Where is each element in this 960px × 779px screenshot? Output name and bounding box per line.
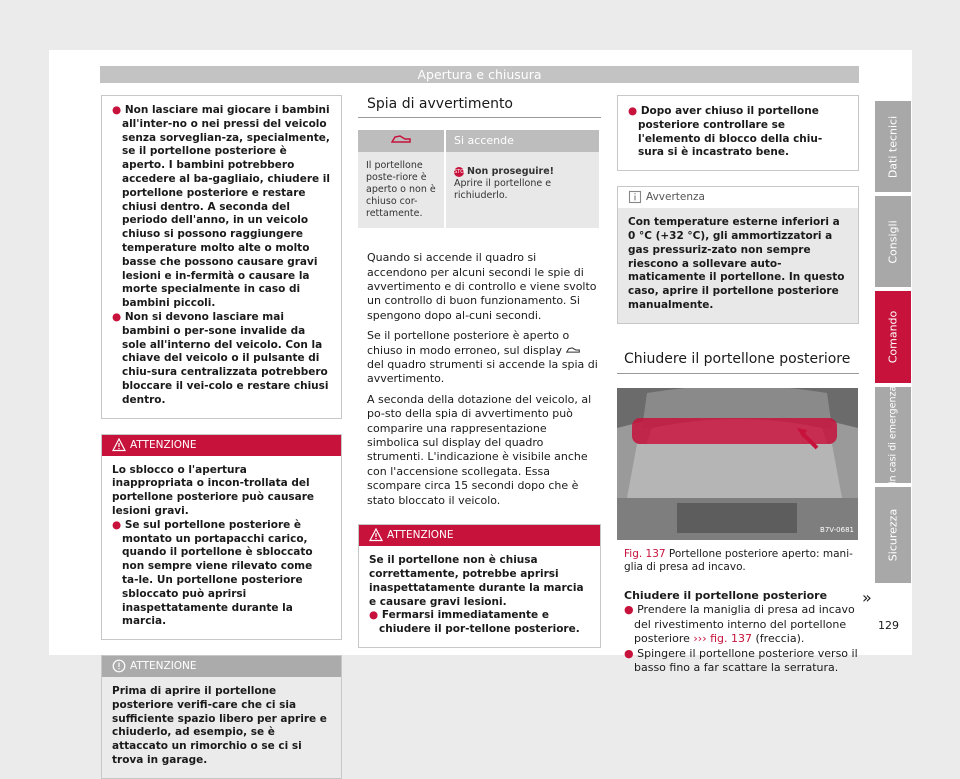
caution-header [102, 656, 341, 677]
list-item: ● Prendere la maniglia di presa ad incavo del rivestimento interno del portellone posteriore ››› fig. 137 (freccia). [624, 603, 855, 646]
section-header: Apertura e chiusura [100, 66, 859, 83]
middle-column [358, 97, 601, 648]
list-item: ● Non lasciare mai giocare i bambini all'inter-no o nei pressi del veicolo senza sorveglian-za, specialmente, se il portellone posteriore è aperto. I bambini potrebbero accedere al ba-gagliaio, chiudere il portellone posteriore e restare chiusi dentro. A seconda del periodo dell'anno, in un veicolo chiuso si possono raggiungere temperature molto alte o molto basse che possono causare gravi lesioni e in-fermità o causare la morte specialmente in caso di bambini piccoli. [112, 104, 330, 310]
subheading: Chiudere il portellone posteriore [624, 588, 828, 602]
figure-label: Fig. 137 [624, 547, 666, 560]
left-column [101, 95, 342, 779]
tab-label: Sicurezza [886, 508, 900, 562]
step-text: Prendere la maniglia di presa ad incavo del rivestimento interno del portellone posteriore [634, 603, 855, 646]
heading-text: Spia di avvertimento [367, 96, 513, 112]
warning-light-table [358, 130, 599, 228]
stop-icon: STOP [454, 168, 468, 175]
continue-mark: » [862, 588, 872, 607]
steps [617, 589, 859, 675]
bullet-text: Non si devono lasciare mai bambini o per-sone invalide da sole all'interno del veicolo. Con la chiave del veicolo o il pulsante di chiu-sura centralizzata potrebbero bloccare il vei-colo e restare chiusi dentro. [122, 310, 329, 406]
tab-consigli[interactable] [875, 196, 911, 287]
step-text: Spingere il portellone posteriore verso il basso fino a far scattare la serratura. [634, 646, 858, 674]
body-text [358, 251, 601, 508]
paragraph-part: del quadro strumenti si accende la spia di avvertimento. [367, 358, 598, 386]
tailgate-open-icon [566, 346, 580, 354]
figure-link[interactable]: fig. 137 [710, 632, 752, 646]
warning-icon [369, 528, 383, 542]
tailgate-figure [617, 388, 858, 540]
tailgate-illustration [617, 388, 858, 540]
list-item: ● Non si devono lasciare mai bambini o per-sone invalide da sole all'interno del veicolo. Con la chiave del veicolo o il pulsante di chiu-sura centralizzata potrebbero bloccare il vei-colo e restare chiusi dentro. [112, 310, 329, 406]
caution-box [101, 655, 342, 779]
caution-text: Prima di aprire il portellone posteriore verifi-care che ci sia sufficiente spazio libero per aprire e chiuderlo, ad esempio, se è attaccato un rimorchio o se ci si trova in garage. [112, 685, 327, 767]
safety-bullets-box [101, 95, 342, 419]
figure-caption [617, 548, 859, 574]
figure-caption-text: Portellone posteriore aperto: mani-glia di presa ad incavo. [624, 547, 853, 573]
step-text: (freccia). [755, 632, 805, 646]
table-header-icon [358, 130, 445, 152]
right-column [617, 95, 859, 675]
page-number: 129 [878, 619, 899, 632]
tab-label: Comando [886, 310, 900, 364]
heading-text: Chiudere il portellone posteriore [624, 350, 851, 367]
paragraph: Quando si accende il quadro si accendono per alcuni secondi le spie di avvertimento e di controllo e viene svolto un controllo di buon funzionamento. Si spengono dopo al-cuni secondi. [367, 251, 597, 322]
table-header-label: Si accende [454, 134, 514, 148]
caution-icon [112, 659, 126, 673]
bullet-text: Dopo aver chiuso il portellone posteriore controllare se l'elemento di blocco della chiu-sura si è incastrato bene. [638, 105, 823, 159]
warning-icon [112, 438, 126, 452]
warning-title: ATTENZIONE [130, 438, 197, 451]
info-icon [628, 190, 642, 204]
tab-in-casi-di-emergenza[interactable] [875, 387, 911, 483]
note-header [618, 187, 858, 208]
note-title: Avvertenza [646, 191, 705, 204]
tab-sicurezza[interactable] [875, 487, 911, 583]
warning-bullet: Fermarsi immediatamente e chiudere il por-tellone posteriore. [379, 609, 580, 636]
image-code: B7V-0681 [820, 525, 854, 534]
table-cell-condition: Il portellone poste-riore è aperto o non è chiuso cor-rettamente. [358, 152, 445, 228]
note-text: Con temperature esterne inferiori a 0 °C (+32 °C), gli ammortizzatori a gas pressuriz-zato non sempre riescono a sollevare auto-maticamente il portellone. In questo caso, aprire il portellone posteriore manualmente. [618, 208, 858, 323]
list-item: ● Se sul portellone posteriore è montato un portapacchi carico, quando il portellone è sbloccato non sempre viene rilevato come ta-le. Un portellone posteriore sbloccato può aprirsi inaspettatamente durante la marcia. [112, 518, 313, 628]
warning-text: Se il portellone non è chiusa correttamente, potrebbe aprirsi inaspettatamente durante la marcia e causare gravi lesioni. [369, 554, 584, 608]
action-bold: Non proseguire! [467, 166, 554, 178]
bullet-text: Non lasciare mai giocare i bambini all'inter-no o nei pressi del veicolo senza sorveglian-za, specialmente, se il portellone posteriore è aperto. I bambini potrebbero accedere al ba-gagliaio, chiudere il portellone posteriore e restare chiusi dentro. A seconda del periodo dell'anno, in un veicolo chiuso si possono raggiungere temperature molto alte o molto basse che possono causare gravi lesioni e in-fermità o causare la morte specialmente in caso di bambini piccoli. [122, 104, 330, 310]
action-text: Aprire il portellone e richiuderlo. [454, 178, 552, 202]
warning-header [102, 435, 341, 456]
warning-box [358, 524, 601, 648]
tab-dati-tecnici[interactable] [875, 101, 911, 192]
caution-title: ATTENZIONE [130, 660, 197, 673]
warning-header [359, 525, 600, 546]
section-heading [617, 352, 859, 374]
list-item: ● Dopo aver chiuso il portellone posteriore controllare se l'elemento di blocco della chiu-sura si è incastrato bene. [628, 105, 823, 159]
note-box [617, 186, 859, 324]
tab-label: Dati tecnici [886, 115, 900, 178]
paragraph: A seconda della dotazione del veicolo, al po-sto della spia di avvertimento può comparire una rappresentazione simbolica sul display del quadro strumenti. L'indicazione è visibile anche con l'accensione scollegata. Essa scompare circa 15 secondi dopo che è stato bloccato il veicolo. [367, 392, 592, 507]
paragraph-part: Se il portellone posteriore è aperto o chiuso in modo erroneo, sul display [367, 329, 570, 357]
tab-label: Consigli [886, 219, 900, 264]
list-item: ● Fermarsi immediatamente e chiudere il por-tellone posteriore. [369, 609, 580, 636]
warning-title: ATTENZIONE [387, 529, 454, 542]
bullet-box [617, 95, 859, 171]
warning-box [101, 434, 342, 641]
tab-comando[interactable] [875, 291, 911, 383]
tailgate-open-icon [391, 134, 411, 144]
table-cell-action [445, 152, 599, 228]
section-heading [358, 97, 601, 118]
ref-arrows: ››› [693, 632, 707, 646]
paragraph [367, 329, 599, 387]
warning-text: Lo sblocco o l'apertura inappropriata o incon-trollata del portellone posteriore può causare lesioni gravi. [112, 463, 315, 517]
tab-label: In casi di emergenza [887, 385, 899, 485]
list-item: ● Spingere il portellone posteriore verso il basso fino a far scattare la serratura. [624, 646, 858, 674]
warning-bullet: Se sul portellone posteriore è montato un portapacchi carico, quando il portellone è sbloccato non sempre viene rilevato come ta-le. Un portellone posteriore sbloccato può aprirsi inaspettatamente durante la marcia. [122, 518, 313, 628]
